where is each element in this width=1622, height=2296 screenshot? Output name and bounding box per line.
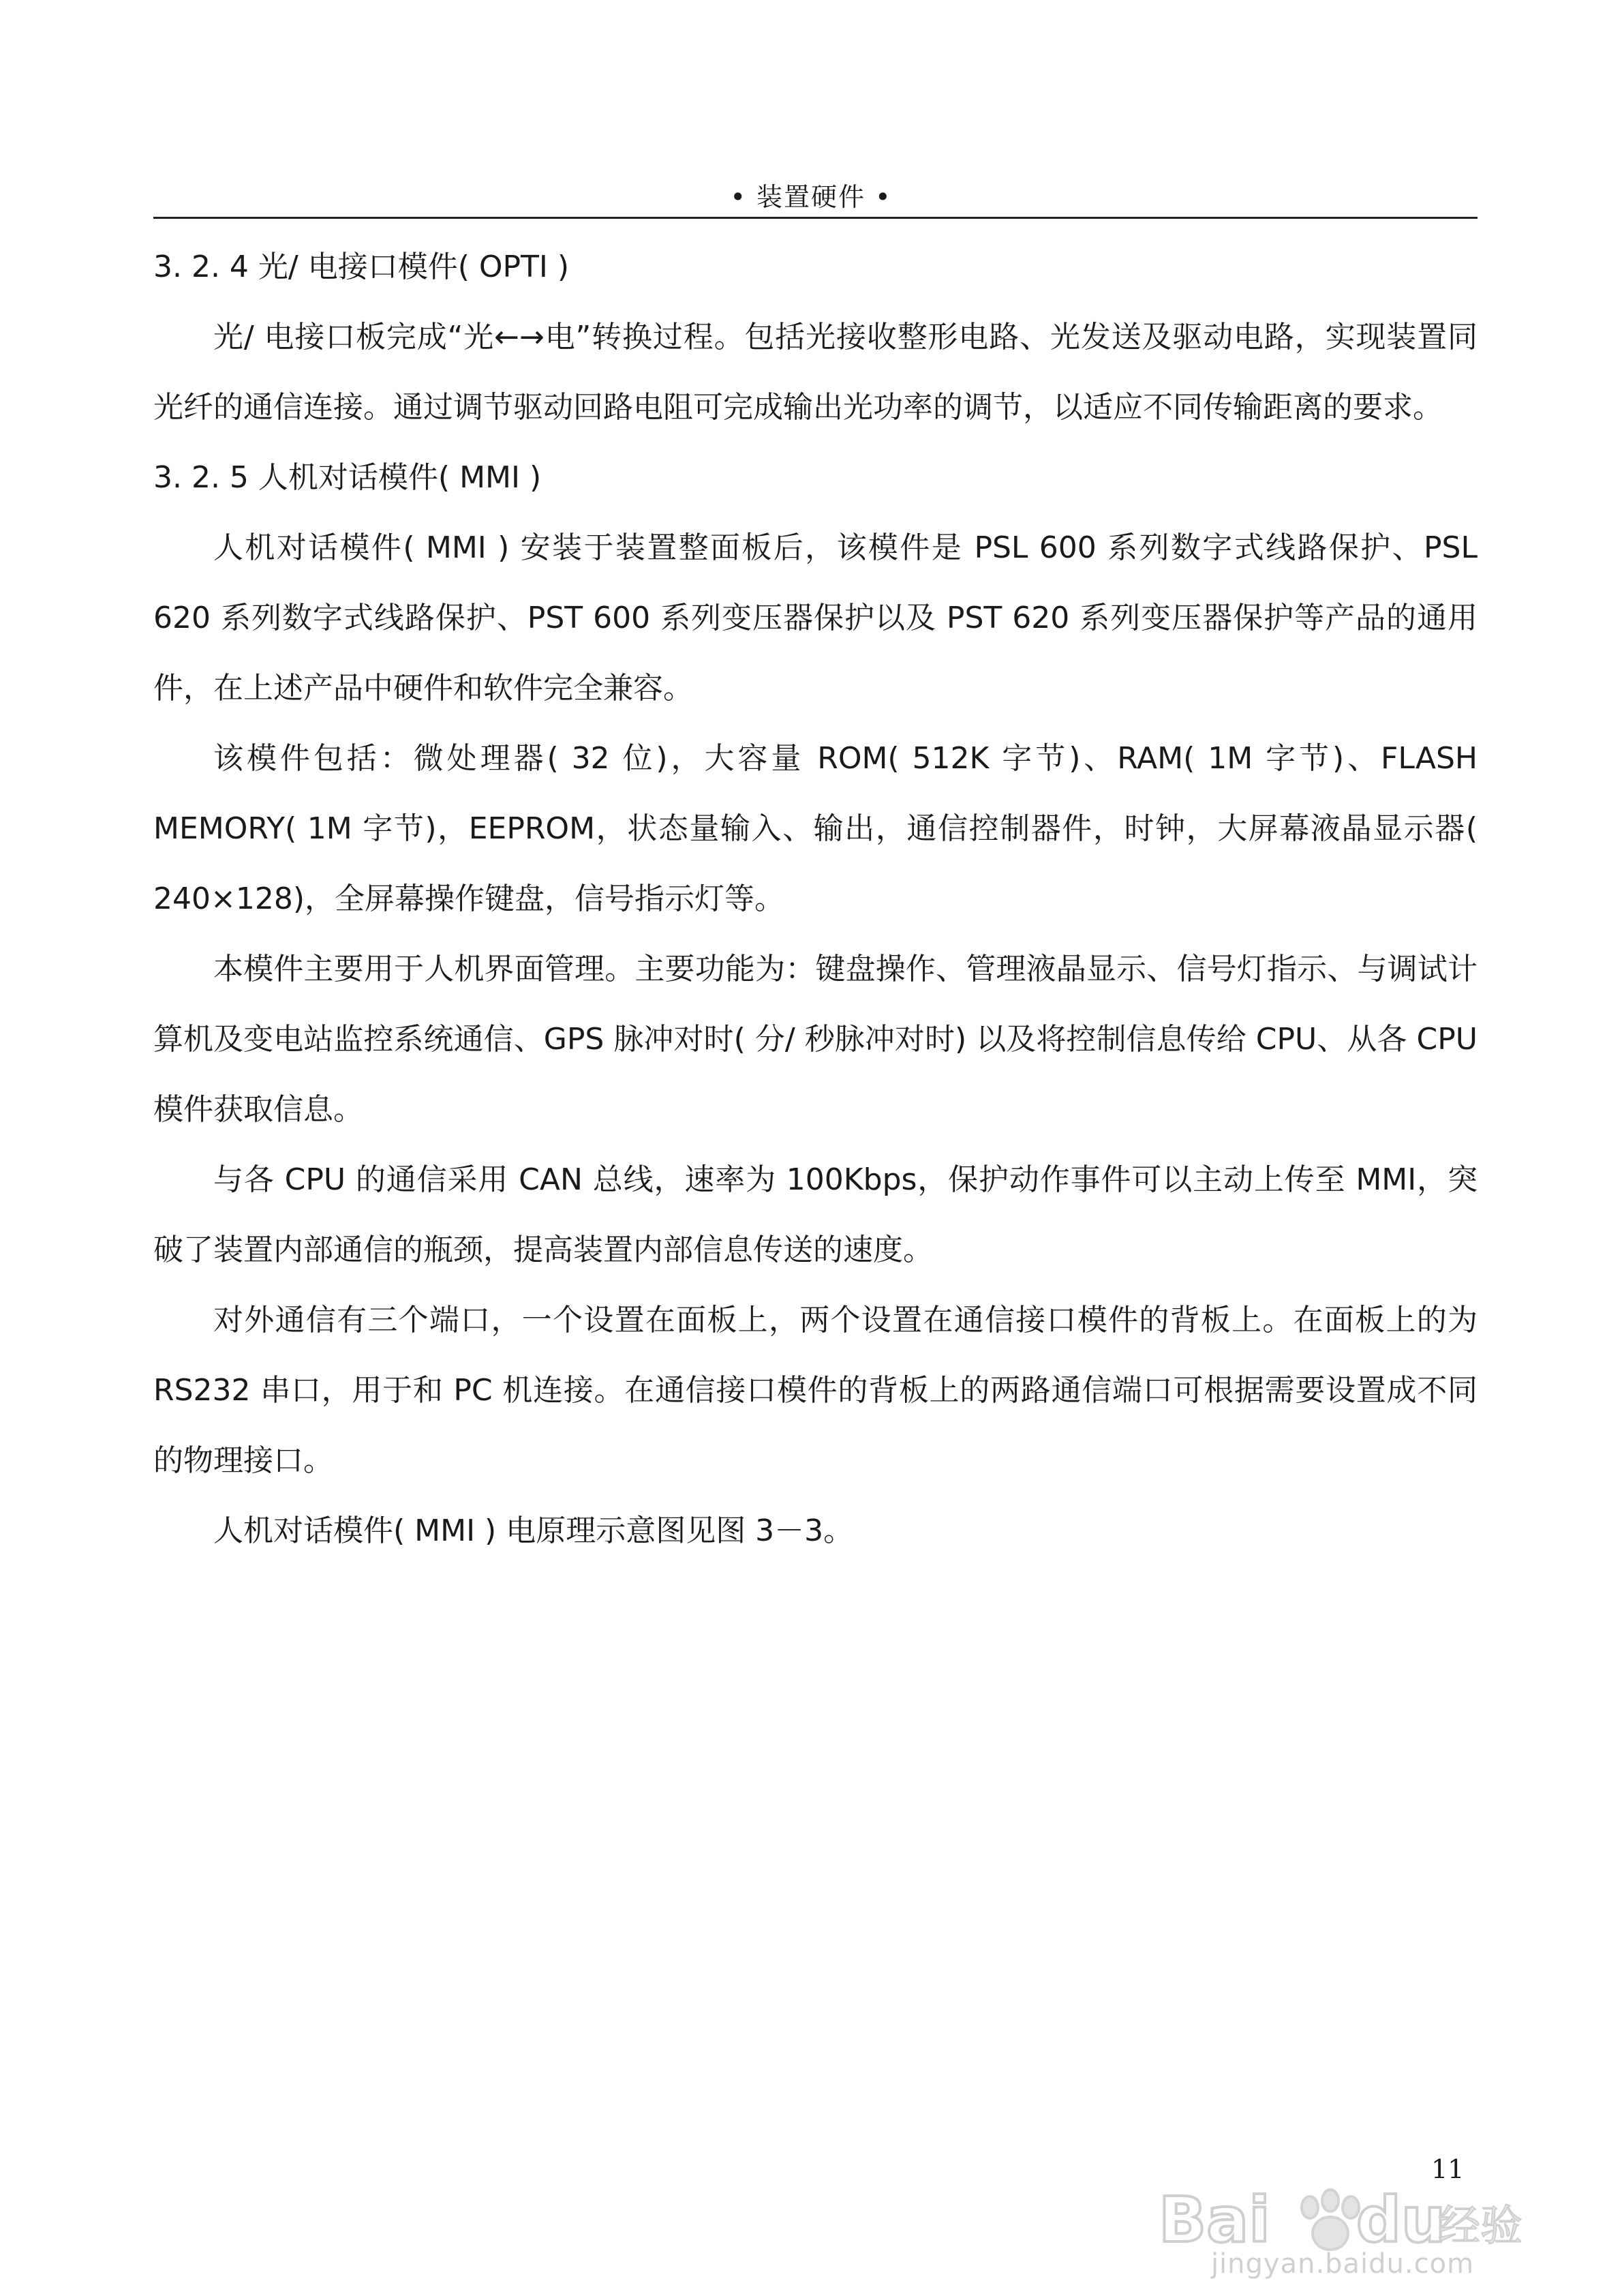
header-rule bbox=[153, 217, 1478, 219]
section-heading-mmi: 3. 2. 5 人机对话模件( MMI ) bbox=[153, 460, 542, 495]
watermark-url: jingyan.baidu.com bbox=[1210, 2248, 1475, 2280]
paragraph-mmi-functions: 本模件主要用于人机界面管理。主要功能为：键盘操作、管理液晶显示、信号灯指示、与调试计算机及变电站监控系统通信、GPS 脉冲对时( 分/ 秒脉冲对时) 以及将控制信息传给 CPU、从各 CPU 模件获取信息。 bbox=[153, 952, 1478, 1127]
document-body bbox=[153, 232, 1478, 1566]
paragraph-opti: 光/ 电接口板完成“光←→电”转换过程。包括光接收整形电路、光发送及驱动电路，实现装置同光纤的通信连接。通过调节驱动回路电阻可完成输出光功率的调节，以适应不同传输距离的要求。 bbox=[153, 320, 1478, 425]
svg-text:Bai: Bai bbox=[1159, 2184, 1270, 2256]
paragraph-mmi-intro: 人机对话模件( MMI ) 安装于装置整面板后，该模件是 PSL 600 系列数字式线路保护、PSL 620 系列数字式线路保护、PST 600 系列变压器保护以及 PST 620 系列变压器保护等产品的通用件，在上述产品中硬件和软件完全兼容。 bbox=[153, 530, 1478, 706]
paragraph-mmi-components: 该模件包括：微处理器( 32 位)，大容量 ROM( 512K 字节)、RAM( 1M 字节)、FLASH MEMORY( 1M 字节)，EEPROM，状态量输入、输出，通信控制器件，时钟，大屏幕液晶显示器( 240×128)，全屏幕操作键盘，信号指示灯等。 bbox=[153, 741, 1478, 916]
page-number: 11 bbox=[1431, 2154, 1465, 2184]
svg-text:du: du bbox=[1356, 2184, 1446, 2256]
baidu-jingyan-watermark-logo bbox=[1152, 2181, 1533, 2256]
section-heading-opti: 3. 2. 4 光/ 电接口模件( OPTI ) bbox=[153, 250, 570, 284]
paragraph-mmi-figure-ref: 人机对话模件( MMI ) 电原理示意图见图 3－3。 bbox=[213, 1513, 854, 1548]
paragraph-mmi-ports: 对外通信有三个端口，一个设置在面板上，两个设置在通信接口模件的背板上。在面板上的为 RS232 串口，用于和 PC 机连接。在通信接口模件的背板上的两路通信端口可根据需要设置成不同的物理接口。 bbox=[153, 1303, 1478, 1478]
page-header-title: • 装置硬件 • bbox=[730, 182, 892, 212]
svg-text:经验: 经验 bbox=[1438, 2201, 1523, 2250]
paragraph-mmi-can-bus: 与各 CPU 的通信采用 CAN 总线，速率为 100Kbps，保护动作事件可以主动上传至 MMI，突破了装置内部通信的瓶颈，提高装置内部信息传送的速度。 bbox=[153, 1162, 1478, 1267]
